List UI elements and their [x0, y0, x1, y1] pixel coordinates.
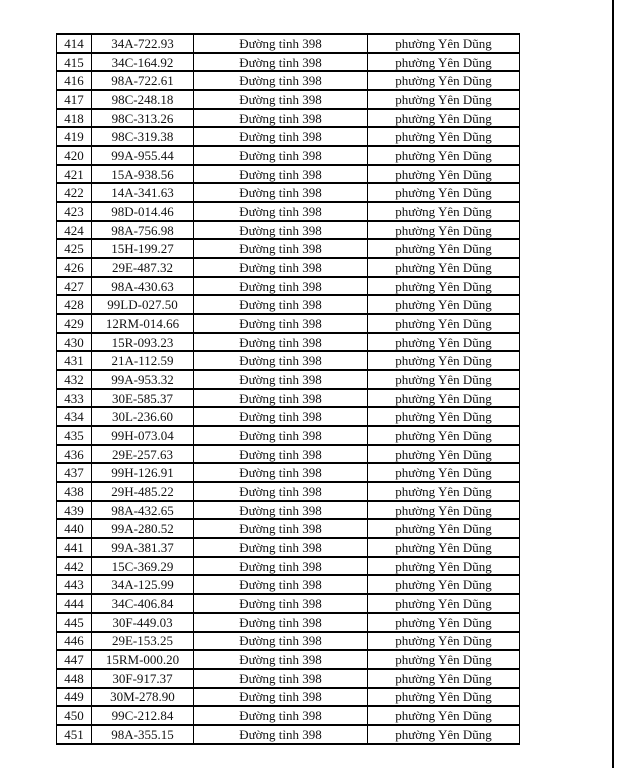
road-name-cell: Đường tỉnh 398 [194, 370, 368, 389]
row-number-cell: 443 [57, 575, 92, 594]
row-number-cell: 419 [57, 127, 92, 146]
table-row [57, 426, 520, 445]
row-number-cell: 433 [57, 389, 92, 408]
ward-name-cell: phường Yên Dũng [368, 146, 520, 165]
table-row [57, 146, 520, 165]
row-number-cell: 426 [57, 258, 92, 277]
table-row [57, 501, 520, 520]
row-number-cell: 417 [57, 90, 92, 109]
road-name-cell: Đường tỉnh 398 [194, 613, 368, 632]
road-name-cell: Đường tỉnh 398 [194, 594, 368, 613]
plate-number-cell: 30F-449.03 [92, 613, 194, 632]
road-name-cell: Đường tỉnh 398 [194, 314, 368, 333]
table-row [57, 482, 520, 501]
row-number-cell: 422 [57, 183, 92, 202]
road-name-cell: Đường tỉnh 398 [194, 389, 368, 408]
road-name-cell: Đường tỉnh 398 [194, 295, 368, 314]
road-name-cell: Đường tỉnh 398 [194, 501, 368, 520]
plate-number-cell: 98A-432.65 [92, 501, 194, 520]
ward-name-cell: phường Yên Dũng [368, 575, 520, 594]
row-number-cell: 441 [57, 538, 92, 557]
row-number-cell: 418 [57, 109, 92, 128]
plate-number-cell: 99C-212.84 [92, 706, 194, 725]
row-number-cell: 448 [57, 669, 92, 688]
road-name-cell: Đường tỉnh 398 [194, 109, 368, 128]
table-body [57, 34, 520, 744]
ward-name-cell: phường Yên Dũng [368, 650, 520, 669]
ward-name-cell: phường Yên Dũng [368, 221, 520, 240]
road-name-cell: Đường tỉnh 398 [194, 183, 368, 202]
row-number-cell: 447 [57, 650, 92, 669]
table-row [57, 277, 520, 296]
row-number-cell: 423 [57, 202, 92, 221]
ward-name-cell: phường Yên Dũng [368, 295, 520, 314]
row-number-cell: 427 [57, 277, 92, 296]
ward-name-cell: phường Yên Dũng [368, 463, 520, 482]
table-row [57, 463, 520, 482]
ward-name-cell: phường Yên Dũng [368, 127, 520, 146]
road-name-cell: Đường tỉnh 398 [194, 669, 368, 688]
row-number-cell: 425 [57, 239, 92, 258]
road-name-cell: Đường tỉnh 398 [194, 221, 368, 240]
ward-name-cell: phường Yên Dũng [368, 426, 520, 445]
row-number-cell: 431 [57, 351, 92, 370]
table-row [57, 165, 520, 184]
row-number-cell: 449 [57, 688, 92, 707]
plate-number-cell: 34C-164.92 [92, 53, 194, 72]
ward-name-cell: phường Yên Dũng [368, 277, 520, 296]
plate-number-cell: 98C-319.38 [92, 127, 194, 146]
ward-name-cell: phường Yên Dũng [368, 594, 520, 613]
ward-name-cell: phường Yên Dũng [368, 370, 520, 389]
ward-name-cell: phường Yên Dũng [368, 34, 520, 53]
plate-number-cell: 34A-722.93 [92, 34, 194, 53]
plate-number-cell: 99H-126.91 [92, 463, 194, 482]
plate-number-cell: 29E-487.32 [92, 258, 194, 277]
plate-number-cell: 15H-199.27 [92, 239, 194, 258]
road-name-cell: Đường tỉnh 398 [194, 351, 368, 370]
table-row [57, 557, 520, 576]
table-row [57, 407, 520, 426]
plate-number-cell: 98D-014.46 [92, 202, 194, 221]
row-number-cell: 416 [57, 71, 92, 90]
table-row [57, 594, 520, 613]
road-name-cell: Đường tỉnh 398 [194, 127, 368, 146]
road-name-cell: Đường tỉnh 398 [194, 333, 368, 352]
plate-number-cell: 98A-722.61 [92, 71, 194, 90]
table-row [57, 333, 520, 352]
road-name-cell: Đường tỉnh 398 [194, 463, 368, 482]
row-number-cell: 451 [57, 725, 92, 744]
plate-number-cell: 29H-485.22 [92, 482, 194, 501]
road-name-cell: Đường tỉnh 398 [194, 706, 368, 725]
ward-name-cell: phường Yên Dũng [368, 482, 520, 501]
plate-number-cell: 99A-953.32 [92, 370, 194, 389]
plate-number-cell: 30F-917.37 [92, 669, 194, 688]
row-number-cell: 436 [57, 445, 92, 464]
road-name-cell: Đường tỉnh 398 [194, 146, 368, 165]
table-row [57, 669, 520, 688]
plate-number-cell: 15A-938.56 [92, 165, 194, 184]
row-number-cell: 432 [57, 370, 92, 389]
table-row [57, 127, 520, 146]
road-name-cell: Đường tỉnh 398 [194, 632, 368, 651]
road-name-cell: Đường tỉnh 398 [194, 277, 368, 296]
plate-number-cell: 98A-355.15 [92, 725, 194, 744]
road-name-cell: Đường tỉnh 398 [194, 688, 368, 707]
plate-number-cell: 98C-248.18 [92, 90, 194, 109]
plate-number-cell: 12RM-014.66 [92, 314, 194, 333]
ward-name-cell: phường Yên Dũng [368, 183, 520, 202]
row-number-cell: 446 [57, 632, 92, 651]
plate-number-cell: 99LD-027.50 [92, 295, 194, 314]
table-row [57, 239, 520, 258]
table-row [57, 202, 520, 221]
row-number-cell: 445 [57, 613, 92, 632]
ward-name-cell: phường Yên Dũng [368, 407, 520, 426]
ward-name-cell: phường Yên Dũng [368, 258, 520, 277]
road-name-cell: Đường tỉnh 398 [194, 34, 368, 53]
ward-name-cell: phường Yên Dũng [368, 351, 520, 370]
road-name-cell: Đường tỉnh 398 [194, 575, 368, 594]
ward-name-cell: phường Yên Dũng [368, 557, 520, 576]
ward-name-cell: phường Yên Dũng [368, 109, 520, 128]
row-number-cell: 450 [57, 706, 92, 725]
table-row [57, 389, 520, 408]
road-name-cell: Đường tỉnh 398 [194, 519, 368, 538]
table-row [57, 295, 520, 314]
row-number-cell: 415 [57, 53, 92, 72]
ward-name-cell: phường Yên Dũng [368, 706, 520, 725]
row-number-cell: 440 [57, 519, 92, 538]
road-name-cell: Đường tỉnh 398 [194, 538, 368, 557]
table-row [57, 370, 520, 389]
road-name-cell: Đường tỉnh 398 [194, 725, 368, 744]
road-name-cell: Đường tỉnh 398 [194, 445, 368, 464]
row-number-cell: 421 [57, 165, 92, 184]
table-row [57, 109, 520, 128]
page-border-right [612, 0, 614, 768]
plate-number-cell: 98A-756.98 [92, 221, 194, 240]
table-row [57, 706, 520, 725]
road-name-cell: Đường tỉnh 398 [194, 426, 368, 445]
row-number-cell: 438 [57, 482, 92, 501]
plate-number-cell: 21A-112.59 [92, 351, 194, 370]
plate-number-cell: 98A-430.63 [92, 277, 194, 296]
ward-name-cell: phường Yên Dũng [368, 53, 520, 72]
road-name-cell: Đường tỉnh 398 [194, 258, 368, 277]
ward-name-cell: phường Yên Dũng [368, 165, 520, 184]
ward-name-cell: phường Yên Dũng [368, 632, 520, 651]
table-row [57, 351, 520, 370]
road-name-cell: Đường tỉnh 398 [194, 239, 368, 258]
row-number-cell: 444 [57, 594, 92, 613]
plate-number-cell: 29E-257.63 [92, 445, 194, 464]
plate-number-cell: 34A-125.99 [92, 575, 194, 594]
table-row [57, 314, 520, 333]
ward-name-cell: phường Yên Dũng [368, 519, 520, 538]
plate-number-cell: 99A-381.37 [92, 538, 194, 557]
row-number-cell: 429 [57, 314, 92, 333]
road-name-cell: Đường tỉnh 398 [194, 407, 368, 426]
road-name-cell: Đường tỉnh 398 [194, 557, 368, 576]
road-name-cell: Đường tỉnh 398 [194, 650, 368, 669]
table-row [57, 258, 520, 277]
ward-name-cell: phường Yên Dũng [368, 538, 520, 557]
row-number-cell: 435 [57, 426, 92, 445]
row-number-cell: 437 [57, 463, 92, 482]
table-row [57, 538, 520, 557]
row-number-cell: 434 [57, 407, 92, 426]
row-number-cell: 414 [57, 34, 92, 53]
table-row [57, 725, 520, 744]
ward-name-cell: phường Yên Dũng [368, 90, 520, 109]
table-row [57, 445, 520, 464]
table-row [57, 34, 520, 53]
table-row [57, 688, 520, 707]
ward-name-cell: phường Yên Dũng [368, 314, 520, 333]
table-row [57, 221, 520, 240]
plate-number-cell: 30L-236.60 [92, 407, 194, 426]
road-name-cell: Đường tỉnh 398 [194, 71, 368, 90]
row-number-cell: 420 [57, 146, 92, 165]
road-name-cell: Đường tỉnh 398 [194, 53, 368, 72]
road-name-cell: Đường tỉnh 398 [194, 90, 368, 109]
ward-name-cell: phường Yên Dũng [368, 239, 520, 258]
ward-name-cell: phường Yên Dũng [368, 445, 520, 464]
plate-number-cell: 99A-955.44 [92, 146, 194, 165]
plate-number-cell: 14A-341.63 [92, 183, 194, 202]
plate-number-cell: 15C-369.29 [92, 557, 194, 576]
plate-number-cell: 15RM-000.20 [92, 650, 194, 669]
table-row [57, 632, 520, 651]
plate-number-cell: 98C-313.26 [92, 109, 194, 128]
ward-name-cell: phường Yên Dũng [368, 613, 520, 632]
table-row [57, 575, 520, 594]
table-row [57, 519, 520, 538]
ward-name-cell: phường Yên Dũng [368, 333, 520, 352]
ward-name-cell: phường Yên Dũng [368, 389, 520, 408]
plate-number-cell: 99H-073.04 [92, 426, 194, 445]
plate-number-cell: 29E-153.25 [92, 632, 194, 651]
table-row [57, 90, 520, 109]
row-number-cell: 428 [57, 295, 92, 314]
table-row [57, 613, 520, 632]
plate-number-cell: 30M-278.90 [92, 688, 194, 707]
ward-name-cell: phường Yên Dũng [368, 501, 520, 520]
plate-number-cell: 99A-280.52 [92, 519, 194, 538]
row-number-cell: 439 [57, 501, 92, 520]
row-number-cell: 430 [57, 333, 92, 352]
road-name-cell: Đường tỉnh 398 [194, 482, 368, 501]
table-row [57, 650, 520, 669]
ward-name-cell: phường Yên Dũng [368, 202, 520, 221]
table-row [57, 71, 520, 90]
plate-number-cell: 15R-093.23 [92, 333, 194, 352]
road-name-cell: Đường tỉnh 398 [194, 202, 368, 221]
ward-name-cell: phường Yên Dũng [368, 725, 520, 744]
ward-name-cell: phường Yên Dũng [368, 71, 520, 90]
violation-table [56, 33, 520, 745]
road-name-cell: Đường tỉnh 398 [194, 165, 368, 184]
ward-name-cell: phường Yên Dũng [368, 669, 520, 688]
row-number-cell: 442 [57, 557, 92, 576]
table-row [57, 183, 520, 202]
table-row [57, 53, 520, 72]
plate-number-cell: 34C-406.84 [92, 594, 194, 613]
row-number-cell: 424 [57, 221, 92, 240]
plate-number-cell: 30E-585.37 [92, 389, 194, 408]
ward-name-cell: phường Yên Dũng [368, 688, 520, 707]
